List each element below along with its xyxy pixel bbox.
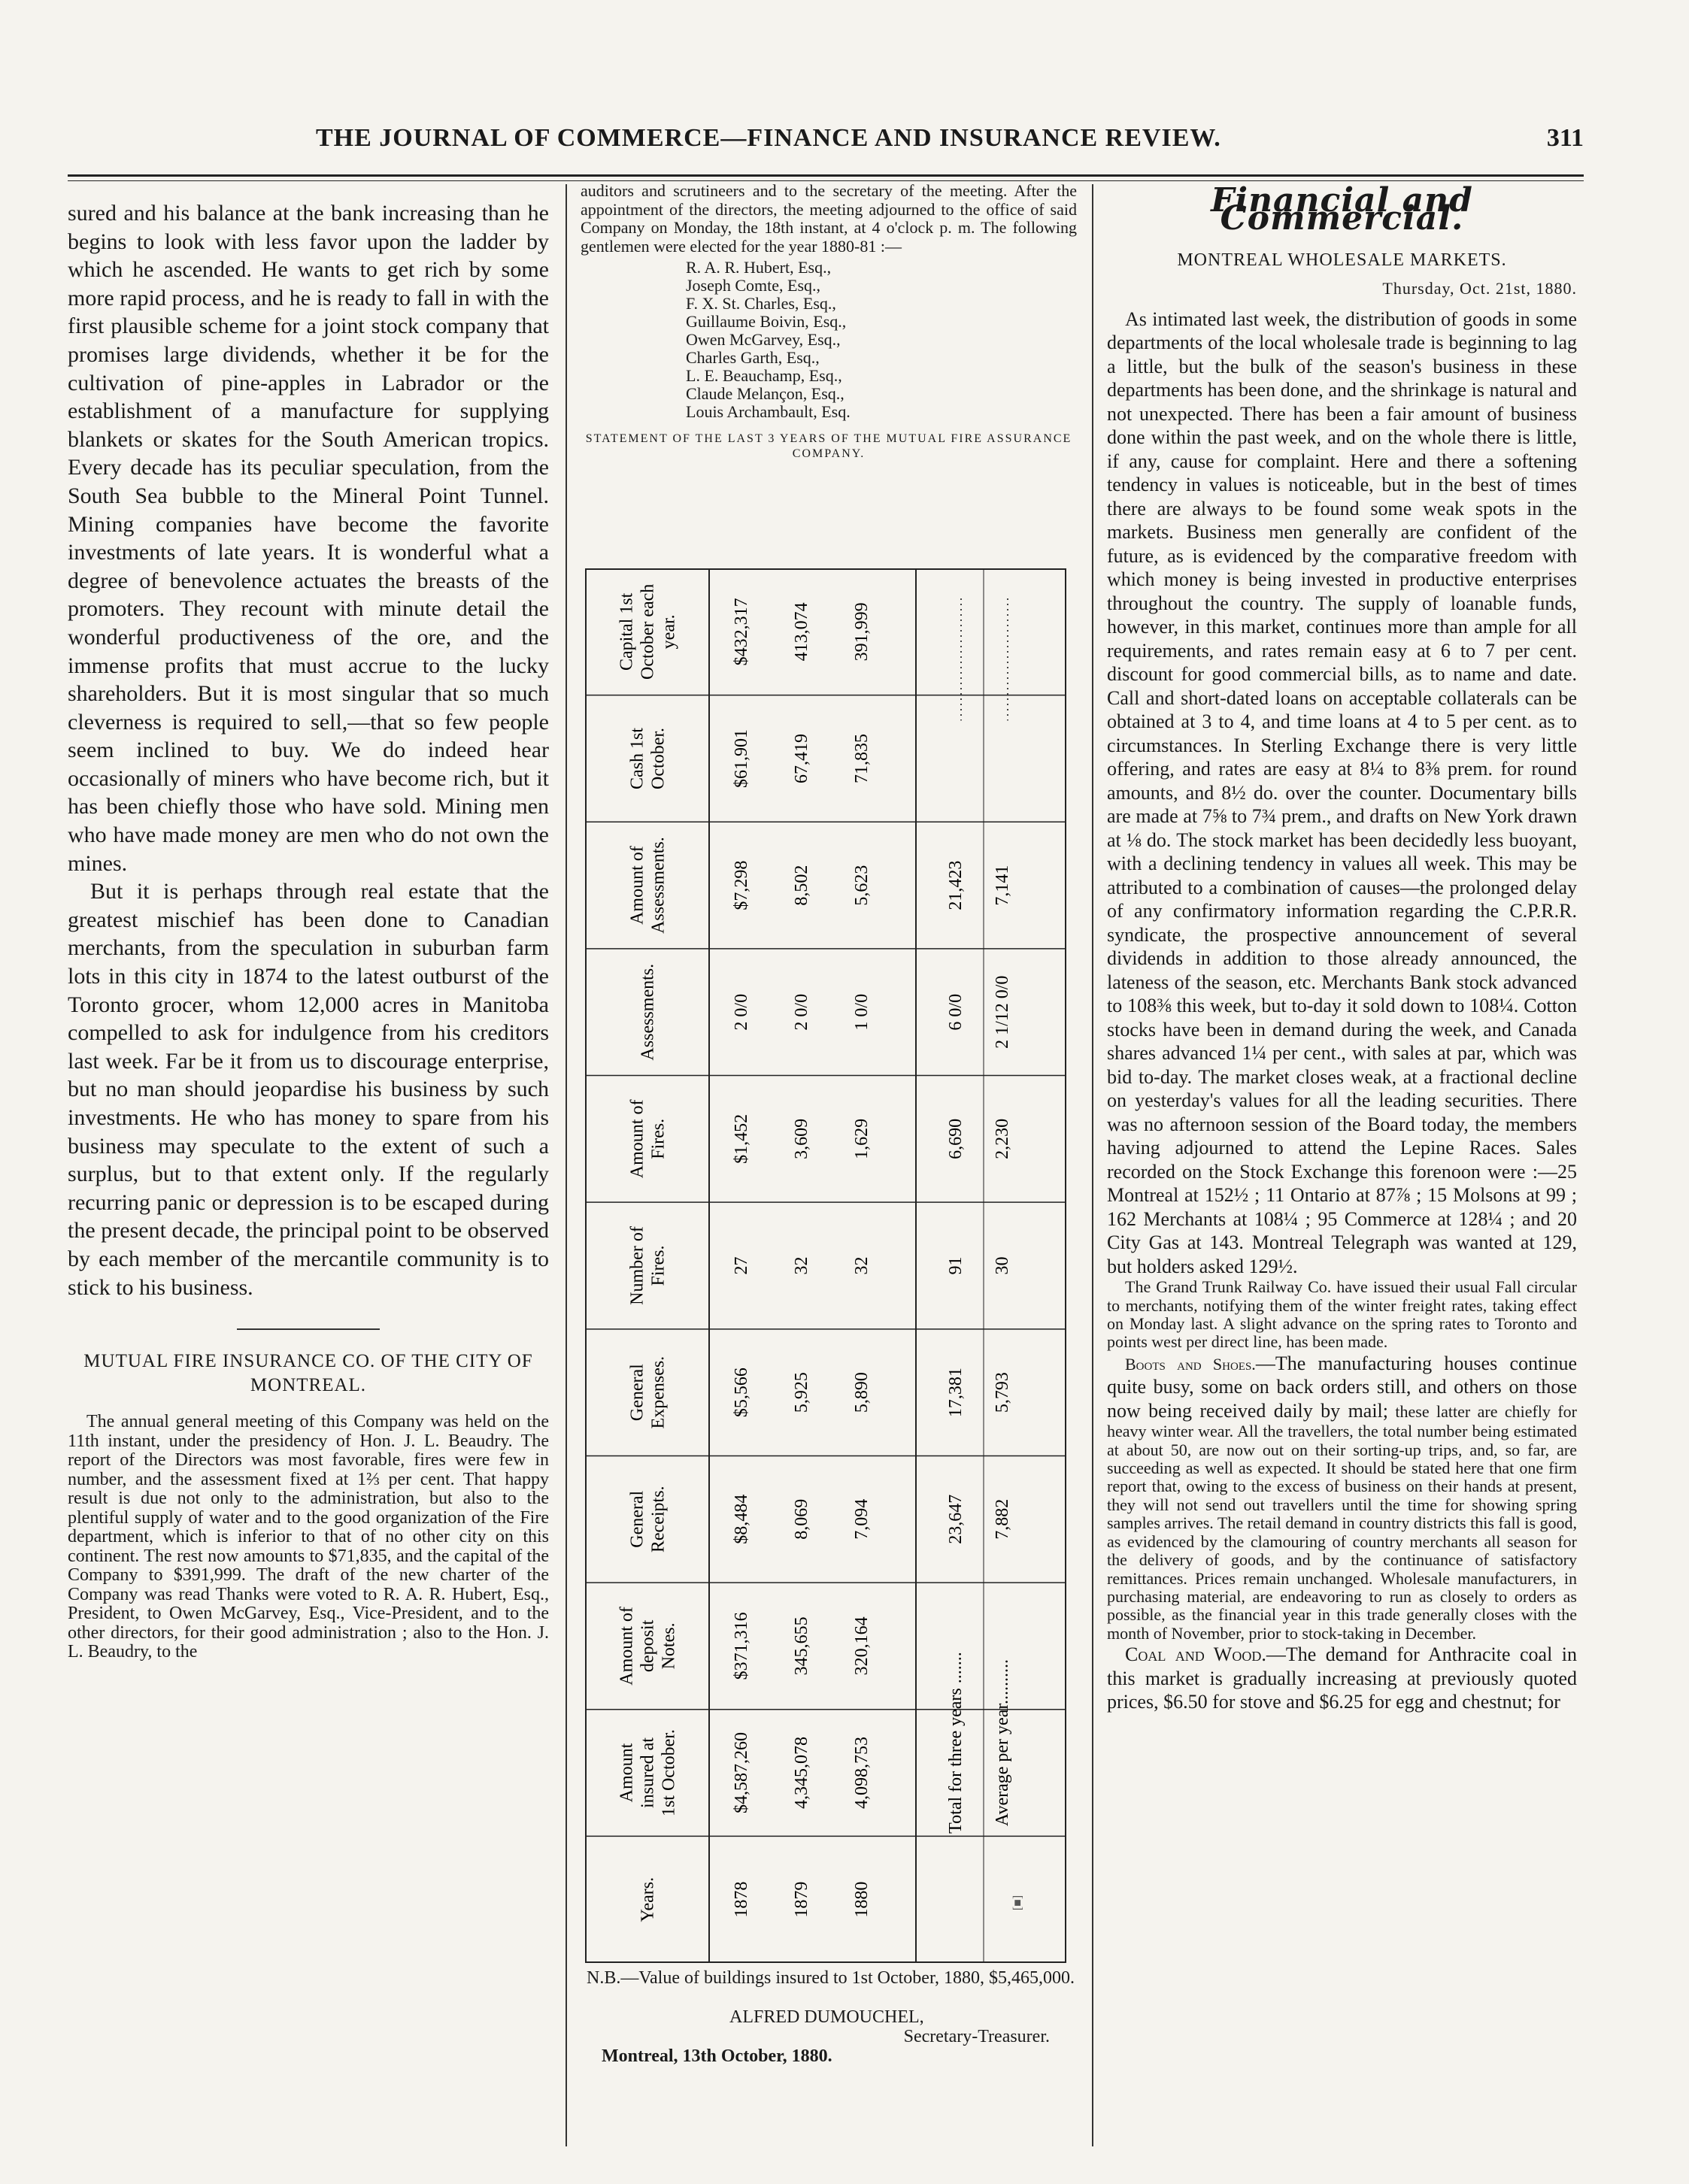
statement-table-svg <box>585 568 1066 1963</box>
average-cell: 2,230 <box>993 1118 1012 1159</box>
table-header-label: Amount of <box>617 1607 637 1686</box>
table-cell: 5,925 <box>792 1372 811 1413</box>
table-header-label: deposit <box>638 1619 658 1673</box>
total-cell: 91 <box>946 1256 966 1275</box>
markets-paragraph: The Grand Trunk Railway Co. have issued their usual Fall circular to merchants, notifying them of the winter freight rates, taking effect on Monday last. A slight advance on the spring rates to Toronto and points west per direct line, has been made. <box>1107 1277 1577 1352</box>
table-header-label: year. <box>659 614 679 650</box>
director-name: Joseph Comte, Esq., <box>686 276 821 295</box>
column-divider-2 <box>1092 184 1093 2146</box>
director-name: Claude Melançon, Esq., <box>686 384 844 403</box>
table-header-label: October each <box>638 583 658 680</box>
table-cell: 32 <box>792 1256 811 1275</box>
table-header-label: Amount of <box>627 846 647 925</box>
coal-text: —The demand for Anthracite coal in this market is gradually increasing at previously quoted prices, $6.50 for stove and $6.25 for egg and chestnut; for <box>1107 1643 1577 1713</box>
table-cell: 345,655 <box>792 1616 811 1676</box>
director-name: Louis Archambault, Esq. <box>686 402 851 421</box>
table-cell: $61,901 <box>732 729 751 788</box>
total-cell: 17,381 <box>946 1368 966 1418</box>
table-header-label: General <box>627 1364 647 1422</box>
table-cell: $371,316 <box>732 1612 751 1680</box>
total-label: Total for three years ....... <box>946 1652 966 1834</box>
table-header-label: Fires. <box>648 1245 669 1286</box>
article-paragraph: sured and his balance at the bank increasing than he begins to look with less favor upon the ladder by which he ascended. He wants to get rich by some more rapid process, and he is ready to fall in with the first plausible scheme for a joint stock company that promises large dividends, whether it be for the cultivation of pine-apples in Labrador or the establishment of a manufacture for supplying blankets or skates for the South American tropics. Every decade has its peculiar speculation, from the South Sea bubble to the Mineral Point Tunnel. Mining companies have become the favorite investments of late years. It is wonderful what a degree of benevolence actuates the breasts of the promoters. They recount with minute detail the wonderful productiveness of the ore, and the immense profits that must accrue to the lucky shareholders. But it is most singular that so much cleverness is required to sell,—that so few people seem inclined to buy. We do indeed hear occasionally of miners who have become rich, but it has been chiefly those who have sold. Mining men who have made money are men who do not own the mines. <box>68 201 549 876</box>
article-paragraph: auditors and scrutineers and to the secretary of the meeting. After the appointment of the directors, the meeting adjourned to the office of said Company on Monday, the 18th instant, at 4 o'clock p. m. The following gentlemen were elected for the year 1880-81 :— <box>581 181 1077 256</box>
director-name: Guillaume Boivin, Esq., <box>686 312 847 331</box>
report-date: Thursday, Oct. 21st, 1880. <box>1382 279 1577 298</box>
table-note: N.B.—Value of buildings insured to 1st October, 1880, $5,465,000. <box>587 1968 1075 1988</box>
column-1 <box>68 199 549 1662</box>
table-header-label: Amount <box>617 1743 637 1803</box>
table-header-label: October. <box>648 727 669 789</box>
table-cell: 1 0/0 <box>852 993 872 1031</box>
table-cell: 3,609 <box>792 1118 811 1159</box>
average-cell: 7,141 <box>993 865 1012 906</box>
page-header <box>68 124 1584 162</box>
column-divider-1 <box>566 184 567 2146</box>
table-cell: 1878 <box>732 1881 751 1918</box>
journal-title: THE JOURNAL OF COMMERCE—FINANCE AND INSURANCE REVIEW. <box>316 124 1221 152</box>
table-header-label: insured at <box>638 1737 658 1809</box>
section-rule <box>237 1328 380 1330</box>
column-2 <box>581 182 1077 469</box>
table-header-label: Number of <box>627 1226 647 1305</box>
table-header-label: Years. <box>638 1877 658 1922</box>
article-paragraph: The annual general meeting of this Company was held on the 11th instant, under the presidency of Hon. J. L. Beaudry. The report of the Directors was most favorable, fires were few in number, and the assessment fixed at 1⅔ per cent. That happy result is due not only to the administration, but also to the plentiful supply of water and to the good organization of the Fire department, which is inferior to that of no other city on this continent. The rest now amounts to $71,835, and the capital of the Company to $391,999. The draft of the new charter of the Company was read Thanks were voted to R. A. R. Hubert, Esq., President, to Owen McGarvey, Esq., Vice-President, and to the other directors, for their good administration ; also to the Hon. J. L. Beaudry, to the <box>68 1412 549 1662</box>
markets-heading: MONTREAL WHOLESALE MARKETS. <box>1177 250 1507 270</box>
table-cell: 5,623 <box>852 865 872 906</box>
table-header-label: Assessments. <box>638 963 658 1061</box>
table-cell: 320,164 <box>852 1616 872 1676</box>
table-cell: $5,566 <box>732 1368 751 1418</box>
table-header-label: Receipts. <box>648 1486 669 1553</box>
director-name: F. X. St. Charles, Esq., <box>686 294 836 313</box>
table-cell: 8,069 <box>792 1498 811 1540</box>
table-cell: 5,890 <box>852 1372 872 1413</box>
average-label: Average per year.......... <box>993 1658 1012 1827</box>
article-paragraph: But it is perhaps through real estate that the greatest mischief has been done to Canadian merchants, from the speculation in suburban farm lots in this city in 1874 to the latest outburst of the Toronto grocer, whom 12,000 acres in Manitoba compelled to ask for indulgence from his creditors last week. Far be it from us to discourage enterprise, but no man should jeopardise his business by such investments. He who has money to spare from his business may speculate to the extent of such a surplus, but to that extent only. If the regularly recurring panic or depression is to be escaped during the present decade, the principal point to be observed by each member of the mercantile community is to stick to his business. <box>68 879 549 1300</box>
signature-title: Secretary-Treasurer. <box>903 2027 1050 2046</box>
average-cell: 2 1/12 0/0 <box>993 975 1012 1049</box>
table-cell: $7,298 <box>732 860 751 910</box>
director-name: R. A. R. Hubert, Esq., <box>686 258 832 277</box>
table-cell: $432,317 <box>732 598 751 666</box>
page-number: 311 <box>1546 124 1584 152</box>
director-name: L. E. Beauchamp, Esq., <box>686 366 842 385</box>
average-cell: 30 <box>993 1256 1012 1275</box>
statement-table <box>585 568 1066 1963</box>
table-header-label: Cash 1st <box>627 727 647 789</box>
total-cell: 6 0/0 <box>946 993 966 1031</box>
boots-text: these latter are chiefly for heavy winter wear. All the travellers, the total number being estimated at about 50, are now out on their sorting-up trips, and, so far, are succeeding as well as expected. It should be stated here that one firm report that, owing to the excess of business on their hands at present, they will not send out travellers until the time for showing spring samples arrives. The retail demand in country districts this fall is good, as evidenced by the clamouring of country merchants all season for the delivery of goods, and by the continuance of satisfactory remittances. Prices remain unchanged. Wholesale manufacturers, in purchasing material, are endeavoring to run as closely to orders as possible, as the financial year in this trade generally closes with the month of November, prior to stock-taking in December. <box>1107 1401 1578 1643</box>
table-cell: $1,452 <box>732 1113 751 1164</box>
table-cell: 1,629 <box>852 1118 872 1159</box>
table-cell: 1879 <box>792 1881 811 1918</box>
section-title: Financial and Commercial. <box>1211 181 1473 238</box>
total-cell: 23,647 <box>946 1494 966 1544</box>
mutual-fire-heading: MUTUAL FIRE INSURANCE CO. OF THE CITY OF MONTREAL. <box>83 1351 533 1396</box>
boots-intro: —The manufacturing houses continue quite busy, some on back orders still, and others on those now being received daily by mail; <box>1107 1352 1577 1422</box>
table-header-label: Amount of <box>627 1099 647 1179</box>
director-name: Owen McGarvey, Esq., <box>686 330 841 349</box>
boots-paragraph <box>1107 1352 1577 1643</box>
table-cell: 32 <box>852 1256 872 1275</box>
table-cell: 27 <box>732 1256 751 1275</box>
signature-name: ALFRED DUMOUCHEL, <box>729 2007 924 2027</box>
header-rule <box>68 174 1584 177</box>
table-cell: 71,835 <box>852 733 872 783</box>
table-header-label: Notes. <box>659 1622 679 1670</box>
table-cell: $8,484 <box>732 1494 751 1544</box>
average-cell: 5,793 <box>993 1372 1012 1413</box>
table-header-label: Fires. <box>648 1118 669 1159</box>
coal-label: Coal and Wood. <box>1125 1643 1266 1666</box>
table-header-label: 1st October. <box>659 1729 679 1817</box>
table-cell: 2 0/0 <box>792 993 811 1031</box>
table-cell: 391,999 <box>852 602 872 662</box>
table-header-label: Expenses. <box>648 1356 669 1429</box>
margin-mark: [■] <box>1011 1895 1024 1911</box>
statement-title: STATEMENT OF THE LAST 3 YEARS OF THE MUTUAL FIRE ASSURANCE COMPANY. <box>585 432 1072 460</box>
total-cell: 21,423 <box>946 860 966 910</box>
director-name: Charles Garth, Esq., <box>686 348 820 367</box>
meeting-report <box>68 1413 549 1662</box>
total-cell: 6,690 <box>946 1118 966 1159</box>
table-cell: 1880 <box>852 1881 872 1918</box>
table-cell: 413,074 <box>792 602 811 662</box>
table-cell: 7,094 <box>852 1498 872 1540</box>
table-cell: $4,587,260 <box>732 1732 751 1814</box>
table-cell: 67,419 <box>792 733 811 783</box>
elected-directors-list <box>581 259 1077 421</box>
markets-paragraph: As intimated last week, the distribution of goods in some departments of the local wholesale trade is beginning to lag a little, but the bulk of the season's business in these departments has been done, and the shrinkage is natural and not unexpected. There has been a fair amount of business done within the past week, and on the whole there is little, if any, cause for complaint. Here and there a softening tendency in values is noticeable, but in the best of times there are always to be found some weak spots in the markets. Business men generally are confident of the future, as is evidenced by the comparative freedom with which money is being invested in productive enterprises throughout the country. The supply of loanable funds, however, in this market, continues more than ample for all requirements, and rates remain easy at 6 to 7 per cent. discount for good commercial bills, as to name and date. Call and short-dated loans on acceptable collaterals can be obtained at 3 to 4, and time loans at 4 to 5 per cent. as to circumstances. In Sterling Exchange there is very little offering, and rates are easy at 8¼ to 8⅜ prem. for round amounts, and 8½ do. over the counter. Documentary bills are made at 7⅝ to 7¾ prem., and drafts on New York drawn at ⅛ do. The stock market has been decidedly less buoyant, with a declining tendency in values all week. This may be attributed to a combination of causes—the prolonged delay of any confirmatory information regarding the C.P.R.R. syndicate, the prospective announcement of several dividends in addition to those already announced, the lateness of the season, etc. Merchants Bank stock advanced to 108⅜ this week, but to-day it sold down to 108¼. Cotton stocks have been in demand during the week, and Canada shares advanced 1¼ per cent., with sales at par, which was bid to-day. The market closes weak, at a fractional decline on yesterday's values for all the leading securities. There was no afternoon session of the Board today, the members having adjourned to attend the Lepine Races. Sales recorded on the Stock Exchange this forenoon were :—25 Montreal at 152½ ; 11 Ontario at 87⅞ ; 15 Molsons at 99 ; 162 Merchants at 108¼ ; 95 Commerce at 128¼ ; and 20 City Gas at 143. Montreal Telegraph was wanted at 129, but holders asked 129½. <box>1107 307 1577 1277</box>
table-cell: 4,098,753 <box>852 1737 872 1810</box>
signature-place: Montreal, 13th October, 1880. <box>602 2046 832 2066</box>
table-cell: 8,502 <box>792 865 811 906</box>
table-cell: 4,345,078 <box>792 1737 811 1810</box>
table-header-label: General <box>627 1490 647 1548</box>
column-3 <box>1107 181 1578 1714</box>
table-cell: 2 0/0 <box>732 993 751 1031</box>
boots-label: Boots and Shoes. <box>1125 1354 1256 1374</box>
average-cell: 7,882 <box>993 1498 1012 1540</box>
table-header-label: Assessments. <box>648 837 669 934</box>
coal-paragraph <box>1107 1643 1577 1714</box>
table-header-label: Capital 1st <box>617 592 637 671</box>
